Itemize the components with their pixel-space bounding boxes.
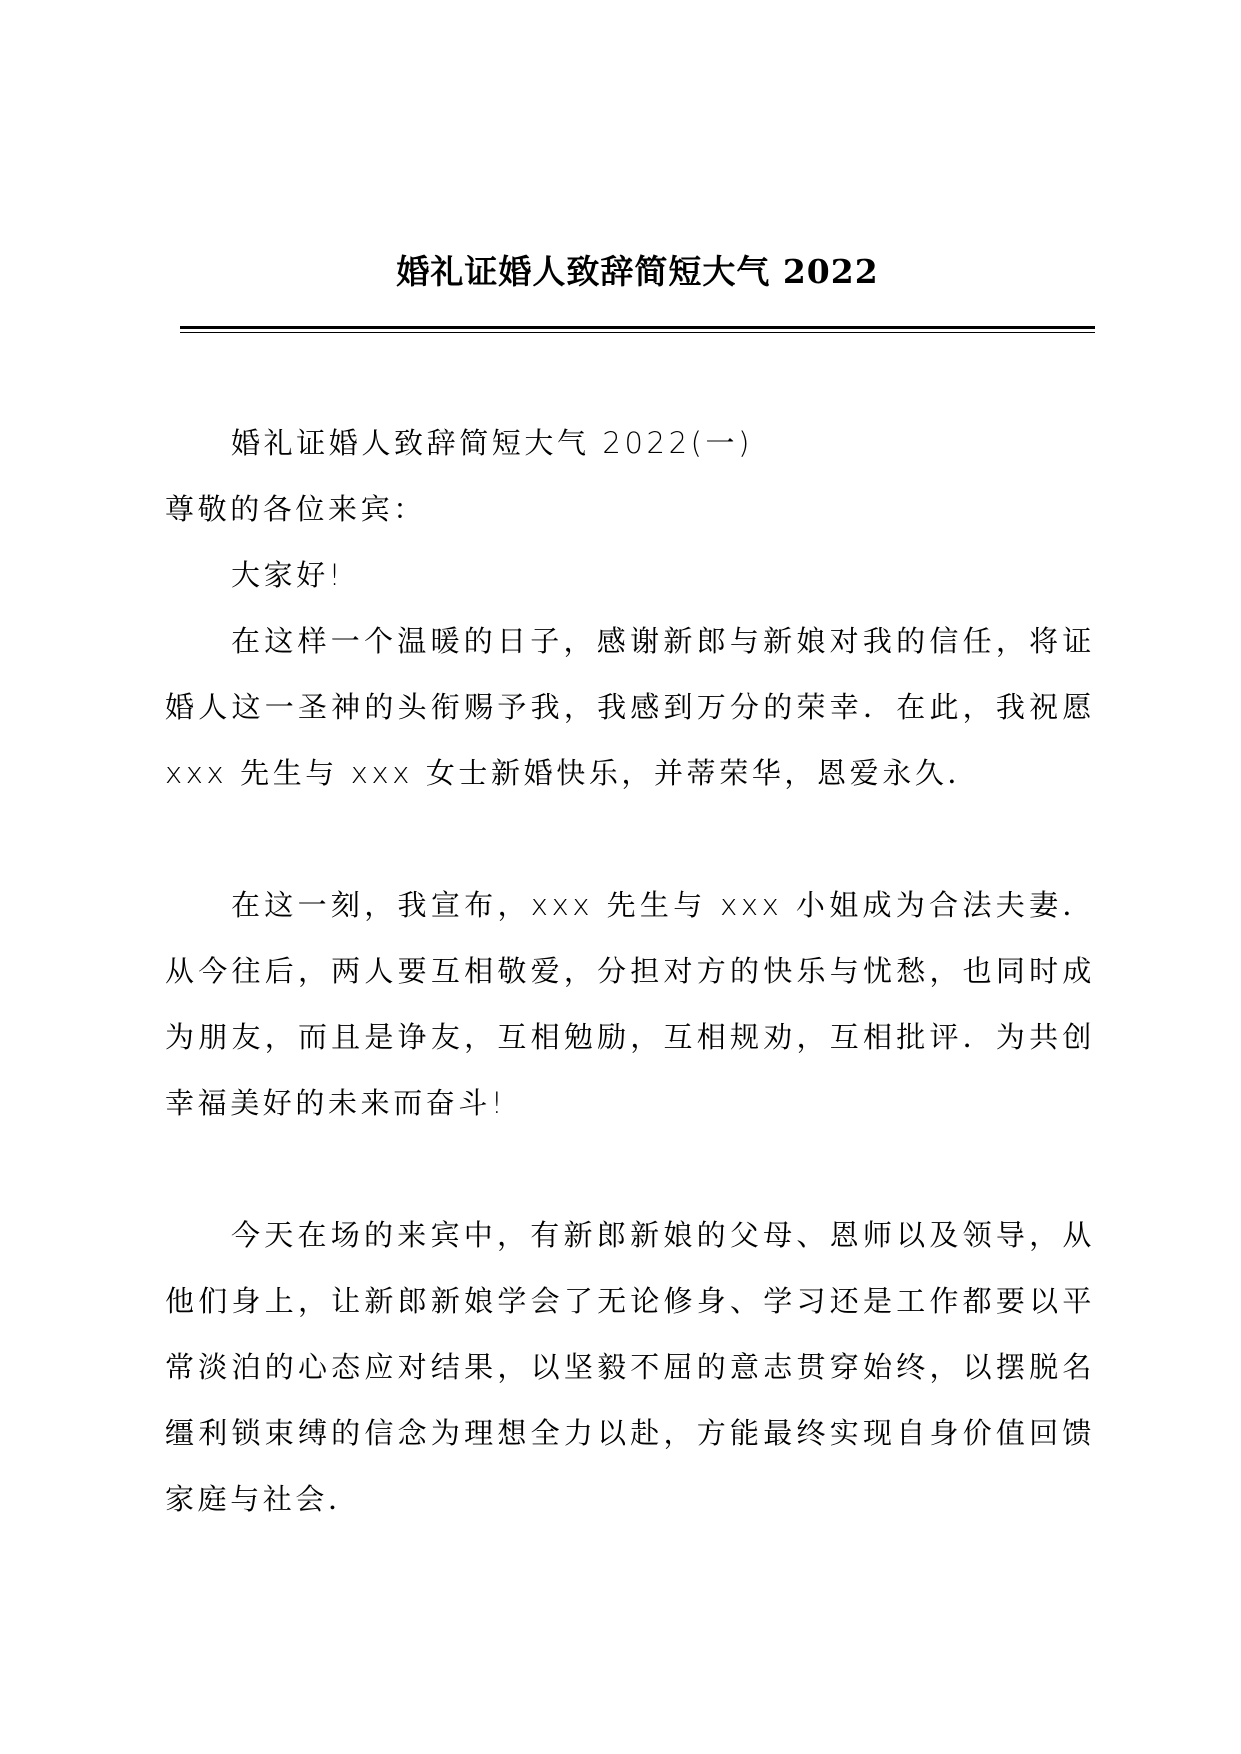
section-heading: 婚礼证婚人致辞简短大气 2022(一): [231, 426, 754, 460]
document-title: 婚礼证婚人致辞简短大气 2022: [396, 252, 879, 291]
greeting: 大家好!: [231, 558, 345, 592]
document-body: [165, 410, 1095, 1532]
title-rule-thin: [180, 332, 1095, 333]
paragraph-3: 今天在场的来宾中，有新郎新娘的父母、恩师以及领导，从他们身上，让新郎新娘学会了无论修身、学习还是工作都要以平常淡泊的心态应对结果，以坚毅不屈的意志贯穿始终，以摆脱名缰利锁束缚的信念为理想全力以赴，方能最终实现自身价值回馈家庭与社会．: [165, 1218, 1095, 1516]
salutation: 尊敬的各位来宾：: [165, 492, 426, 526]
title-rule-thick: [180, 326, 1095, 329]
paragraph-1: 在这样一个温暖的日子，感谢新郎与新娘对我的信任，将证婚人这一圣神的头衔赐予我，我感到万分的荣幸．在此，我祝愿 xxx 先生与 xxx 女士新婚快乐，并蒂荣华，恩爱永久．: [165, 624, 1095, 790]
paragraph-2: 在这一刻，我宣布，xxx 先生与 xxx 小姐成为合法夫妻．从今往后，两人要互相敬爱，分担对方的快乐与忧愁，也同时成为朋友，而且是诤友，互相勉励，互相规劝，互相批评．为共创幸福美好的未来而奋斗!: [165, 888, 1095, 1120]
